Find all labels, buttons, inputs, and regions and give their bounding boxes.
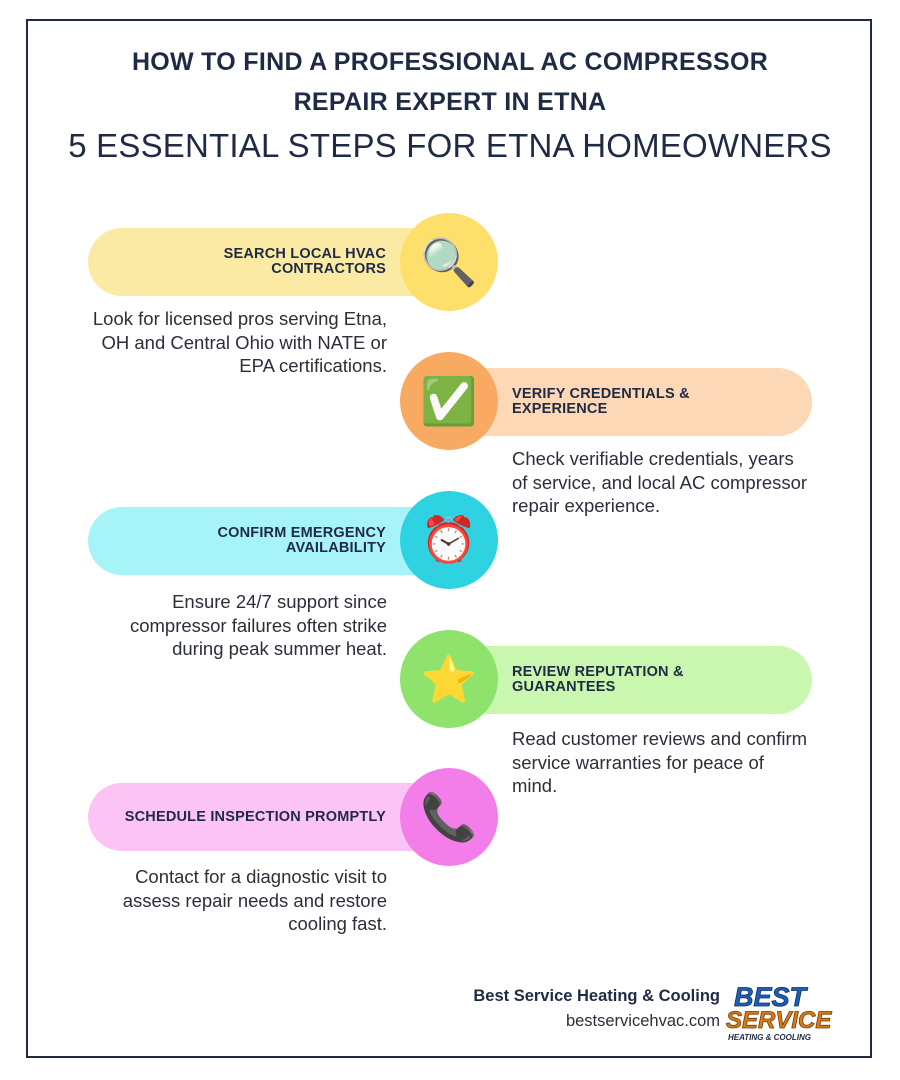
step-2-pill xyxy=(450,368,812,436)
company-name: Best Service Heating & Cooling xyxy=(473,987,720,1005)
page-title-line-1: HOW TO FIND A PROFESSIONAL AC COMPRESSOR xyxy=(131,48,769,76)
star-icon: ⭐ xyxy=(420,653,478,705)
step-1-description: Look for licensed pros serving Etna, OH and Central Ohio with NATE or EPA certifications. xyxy=(92,308,387,376)
alarm-clock-icon: ⏰ xyxy=(420,514,478,566)
logo-text-service: SERVICE xyxy=(726,1007,832,1034)
logo-graphic xyxy=(726,982,832,1042)
page-subtitle: 5 ESSENTIAL STEPS FOR ETNA HOMEOWNERS xyxy=(68,127,832,164)
telephone-icon: 📞 xyxy=(420,791,478,843)
step-4-description: Read customer reviews and confirm service warranties for peace of mind. xyxy=(512,728,808,796)
step-5-description: Contact for a diagnostic visit to assess repair needs and restore cooling fast. xyxy=(122,866,387,934)
step-5-pill xyxy=(88,783,448,851)
step-4-title: REVIEW REPUTATION & GUARANTEES xyxy=(512,664,684,695)
logo-text-best: BEST xyxy=(734,982,807,1012)
step-2-title: VERIFY CREDENTIALS & EXPERIENCE xyxy=(512,386,690,417)
step-3-title: CONFIRM EMERGENCY AVAILABILITY xyxy=(217,525,386,556)
logo-text-heating-cooling: HEATING & COOLING xyxy=(728,1033,811,1042)
step-4-pill xyxy=(450,646,812,714)
step-2-description: Check verifiable credentials, years of service, and local AC compressor repair experience. xyxy=(512,448,808,516)
step-5-circle xyxy=(400,768,498,866)
step-1-pill xyxy=(88,228,448,296)
step-3-circle xyxy=(400,491,498,589)
company-website[interactable]: bestservicehvac.com xyxy=(565,1012,720,1030)
step-3-description: Ensure 24/7 support since compressor failures often strike during peak summer heat. xyxy=(129,591,387,659)
check-mark-icon: ✅ xyxy=(420,375,478,427)
magnifying-glass-icon: 🔍 xyxy=(420,236,478,288)
step-1-title: SEARCH LOCAL HVAC CONTRACTORS xyxy=(223,246,386,277)
step-4-circle xyxy=(400,630,498,728)
company-logo xyxy=(726,982,832,1042)
step-3-pill xyxy=(88,507,448,575)
step-2-circle xyxy=(400,352,498,450)
page-title-line-2: REPAIR EXPERT IN ETNA xyxy=(293,88,607,116)
step-5-title: SCHEDULE INSPECTION PROMPTLY xyxy=(124,808,386,825)
step-1-circle xyxy=(400,213,498,311)
